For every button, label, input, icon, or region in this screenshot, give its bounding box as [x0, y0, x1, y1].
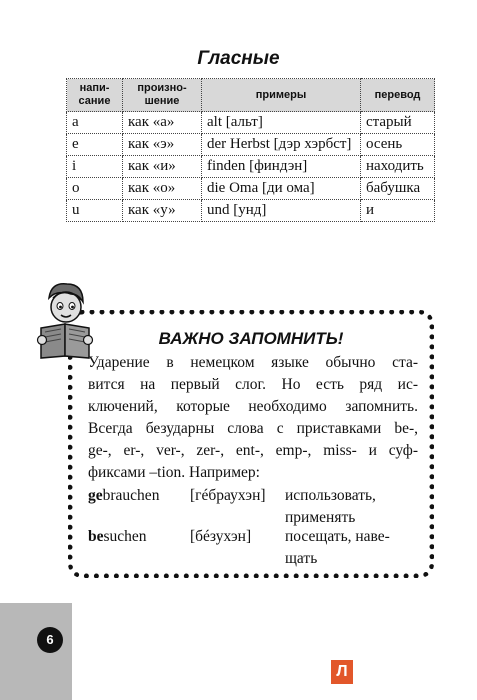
- table-row: [67, 112, 435, 134]
- note-line: вится на первый слог. Но есть ряд ис-: [88, 376, 418, 393]
- header-spelling: напи- сание: [67, 79, 123, 112]
- example-word: [88, 526, 147, 548]
- cell-spelling: i: [67, 156, 123, 178]
- cell-pronunciation: как «о»: [123, 178, 202, 200]
- table-title: Гласные: [197, 48, 280, 69]
- table-row: [67, 200, 435, 222]
- note-line: ключений, которые необходимо запомнить.: [88, 398, 418, 415]
- cell-example: alt [альт]: [202, 112, 361, 134]
- example-prefix: be: [88, 528, 104, 545]
- note-line: фиксами –tion. Например:: [88, 464, 260, 481]
- publisher-logo: Л: [331, 660, 353, 684]
- cell-spelling: а: [67, 112, 123, 134]
- header-translation: перевод: [361, 79, 435, 112]
- example-prefix: ge: [88, 487, 103, 504]
- cell-spelling: u: [67, 200, 123, 222]
- note-paragraph: [88, 352, 418, 484]
- table-header-row: [67, 79, 435, 112]
- cell-translation: осень: [361, 134, 435, 156]
- cell-example: die Oma [ди ома]: [202, 178, 361, 200]
- example-word: [88, 485, 159, 507]
- page-number: 6: [37, 627, 63, 653]
- cell-example: und [унд]: [202, 200, 361, 222]
- page-corner-bar: [0, 603, 72, 700]
- cell-translation: находить: [361, 156, 435, 178]
- example-translation: использовать,: [285, 487, 376, 504]
- cell-translation: старый: [361, 112, 435, 134]
- cell-translation: и: [361, 200, 435, 222]
- cell-pronunciation: как «а»: [123, 112, 202, 134]
- cell-spelling: о: [67, 178, 123, 200]
- cell-pronunciation: как «у»: [123, 200, 202, 222]
- example-translation: посещать, наве-: [285, 528, 390, 545]
- example-transcription: [гéбраухэн]: [190, 487, 266, 504]
- table-row: [67, 156, 435, 178]
- cell-example: der Herbst [дэр хэрбст]: [202, 134, 361, 156]
- note-line: ge-, er-, ver-, zer-, ent-, emp-, miss- и суф-: [88, 442, 418, 459]
- example-transcription: [бéзухэн]: [190, 528, 252, 545]
- header-pronunciation: произно- шение: [123, 79, 202, 112]
- table-row: [67, 134, 435, 156]
- note-line: Ударение в немецком языке обычно ста-: [88, 354, 418, 371]
- vowels-table: [66, 78, 435, 222]
- cell-example: finden [финдэн]: [202, 156, 361, 178]
- note-line: Всегда безударны слова с приставками be-,: [88, 420, 418, 437]
- header-examples: примеры: [202, 79, 361, 112]
- example-stem: suchen: [103, 528, 147, 545]
- cell-pronunciation: как «э»: [123, 134, 202, 156]
- cell-spelling: е: [67, 134, 123, 156]
- example-translation-cont: щать: [285, 550, 318, 567]
- cell-pronunciation: как «и»: [123, 156, 202, 178]
- cell-translation: бабушка: [361, 178, 435, 200]
- example-translation-cont: применять: [285, 509, 356, 526]
- example-stem: brauchen: [102, 487, 160, 504]
- note-title: ВАЖНО ЗАПОМНИТЬ!: [158, 329, 344, 348]
- table-row: [67, 178, 435, 200]
